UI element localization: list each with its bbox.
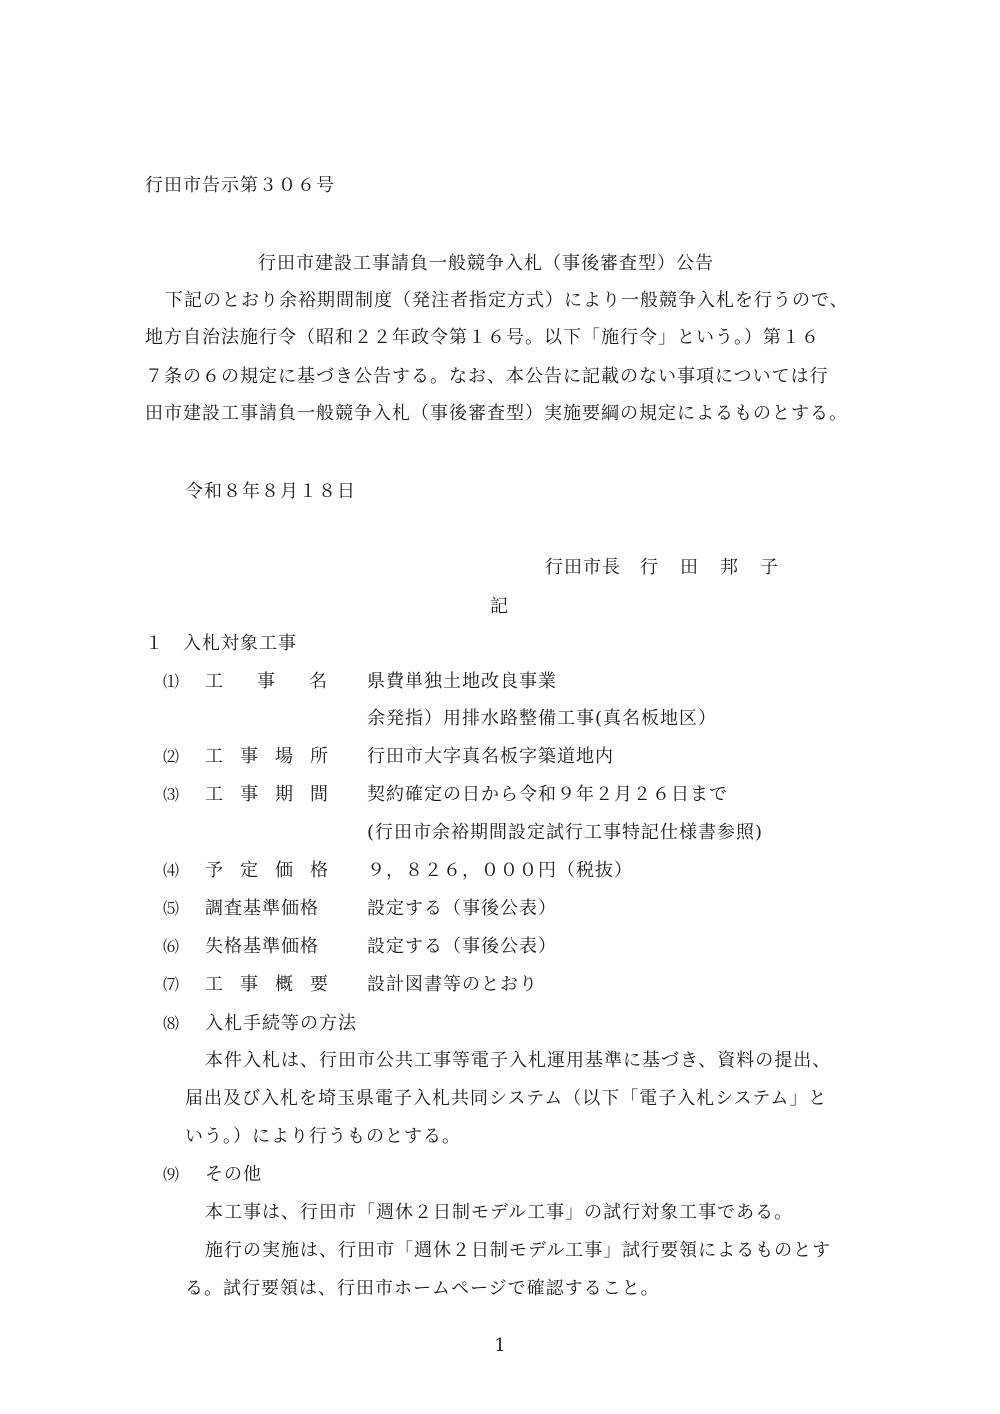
item-1-label: 工事名 (205, 671, 361, 692)
item-9-number: ⑼ (163, 1165, 180, 1184)
notice-date: 令和８年８月１８日 (185, 481, 356, 502)
page-number: 1 (494, 1335, 506, 1356)
intro-line-2: 地方自治法施行令（昭和２２年政令第１６号。以下「施行令」という。）第１６ (145, 327, 820, 348)
signer-name: 行田邦子 (640, 557, 800, 578)
item-8-line-1: 本件入札は、行田市公共工事等電子入札運用基準に基づき、資料の提出、 (205, 1050, 832, 1071)
item-2-label: 工事場所 (205, 746, 345, 767)
item-2-number: ⑵ (163, 747, 180, 766)
section-1-heading: １ 入札対象工事 (145, 633, 297, 654)
item-7-value: 設計図書等のとおり (367, 974, 538, 995)
item-4-number: ⑷ (163, 861, 180, 880)
item-3-number: ⑶ (163, 785, 180, 804)
item-3-value-line-2: (行田市余裕期間設定試行工事特記仕様書参照) (367, 822, 764, 843)
item-6-value: 設定する（事後公表） (367, 936, 557, 957)
item-5-value: 設定する（事後公表） (367, 898, 557, 919)
item-3-label: 工事期間 (205, 784, 345, 805)
item-5-number: ⑸ (163, 899, 180, 918)
item-2-value: 行田市大字真名板字築道地内 (367, 746, 614, 767)
intro-line-3: ７条の６の規定に基づき公告する。なお、本公告に記載のない事項については行 (145, 366, 829, 387)
notice-number: 行田市告示第３０６号 (145, 175, 335, 196)
item-4-label: 予定価格 (205, 860, 345, 881)
item-9-line-2: 施行の実施は、行田市「週休２日制モデル工事」試行要領によるものとす (205, 1240, 832, 1261)
item-8-label: 入札手続等の方法 (205, 1013, 357, 1034)
intro-line-4: 田市建設工事請負一般競争入札（事後審査型）実施要綱の規定によるものとする。 (145, 403, 848, 424)
item-9-label: その他 (205, 1164, 262, 1185)
item-8-line-2: 届出及び入札を埼玉県電子入札共同システム（以下「電子入札システム」と (185, 1088, 828, 1109)
item-8-line-3: いう。）により行うものとする。 (185, 1126, 461, 1147)
item-1-number: ⑴ (163, 672, 180, 691)
item-9-line-1: 本工事は、行田市「週休２日制モデル工事」の試行対象工事である。 (205, 1202, 794, 1223)
document-title: 行田市建設工事請負一般競争入札（事後審査型）公告 (258, 253, 714, 274)
item-1-value-line-2: 余発指）用排水路整備工事(真名板地区） (367, 708, 718, 729)
item-7-label: 工事概要 (205, 974, 345, 995)
item-9-line-3: る。試行要領は、行田市ホームページで確認すること。 (185, 1278, 660, 1299)
item-4-value: ９，８２６，０００円（税抜） (367, 860, 633, 881)
item-6-number: ⑹ (163, 937, 180, 956)
signer-title: 行田市長 (545, 557, 621, 578)
item-6-label: 失格基準価格 (205, 936, 319, 957)
ki-marker: 記 (490, 596, 509, 617)
item-1-value-line-1: 県費単独土地改良事業 (367, 671, 557, 692)
intro-line-1: 下記のとおり余裕期間制度（発注者指定方式）により一般競争入札を行うので、 (165, 290, 849, 311)
item-3-value-line-1: 契約確定の日から令和９年２月２６日まで (367, 784, 728, 805)
item-8-number: ⑻ (163, 1014, 180, 1033)
item-7-number: ⑺ (163, 975, 180, 994)
item-5-label: 調査基準価格 (205, 898, 319, 919)
